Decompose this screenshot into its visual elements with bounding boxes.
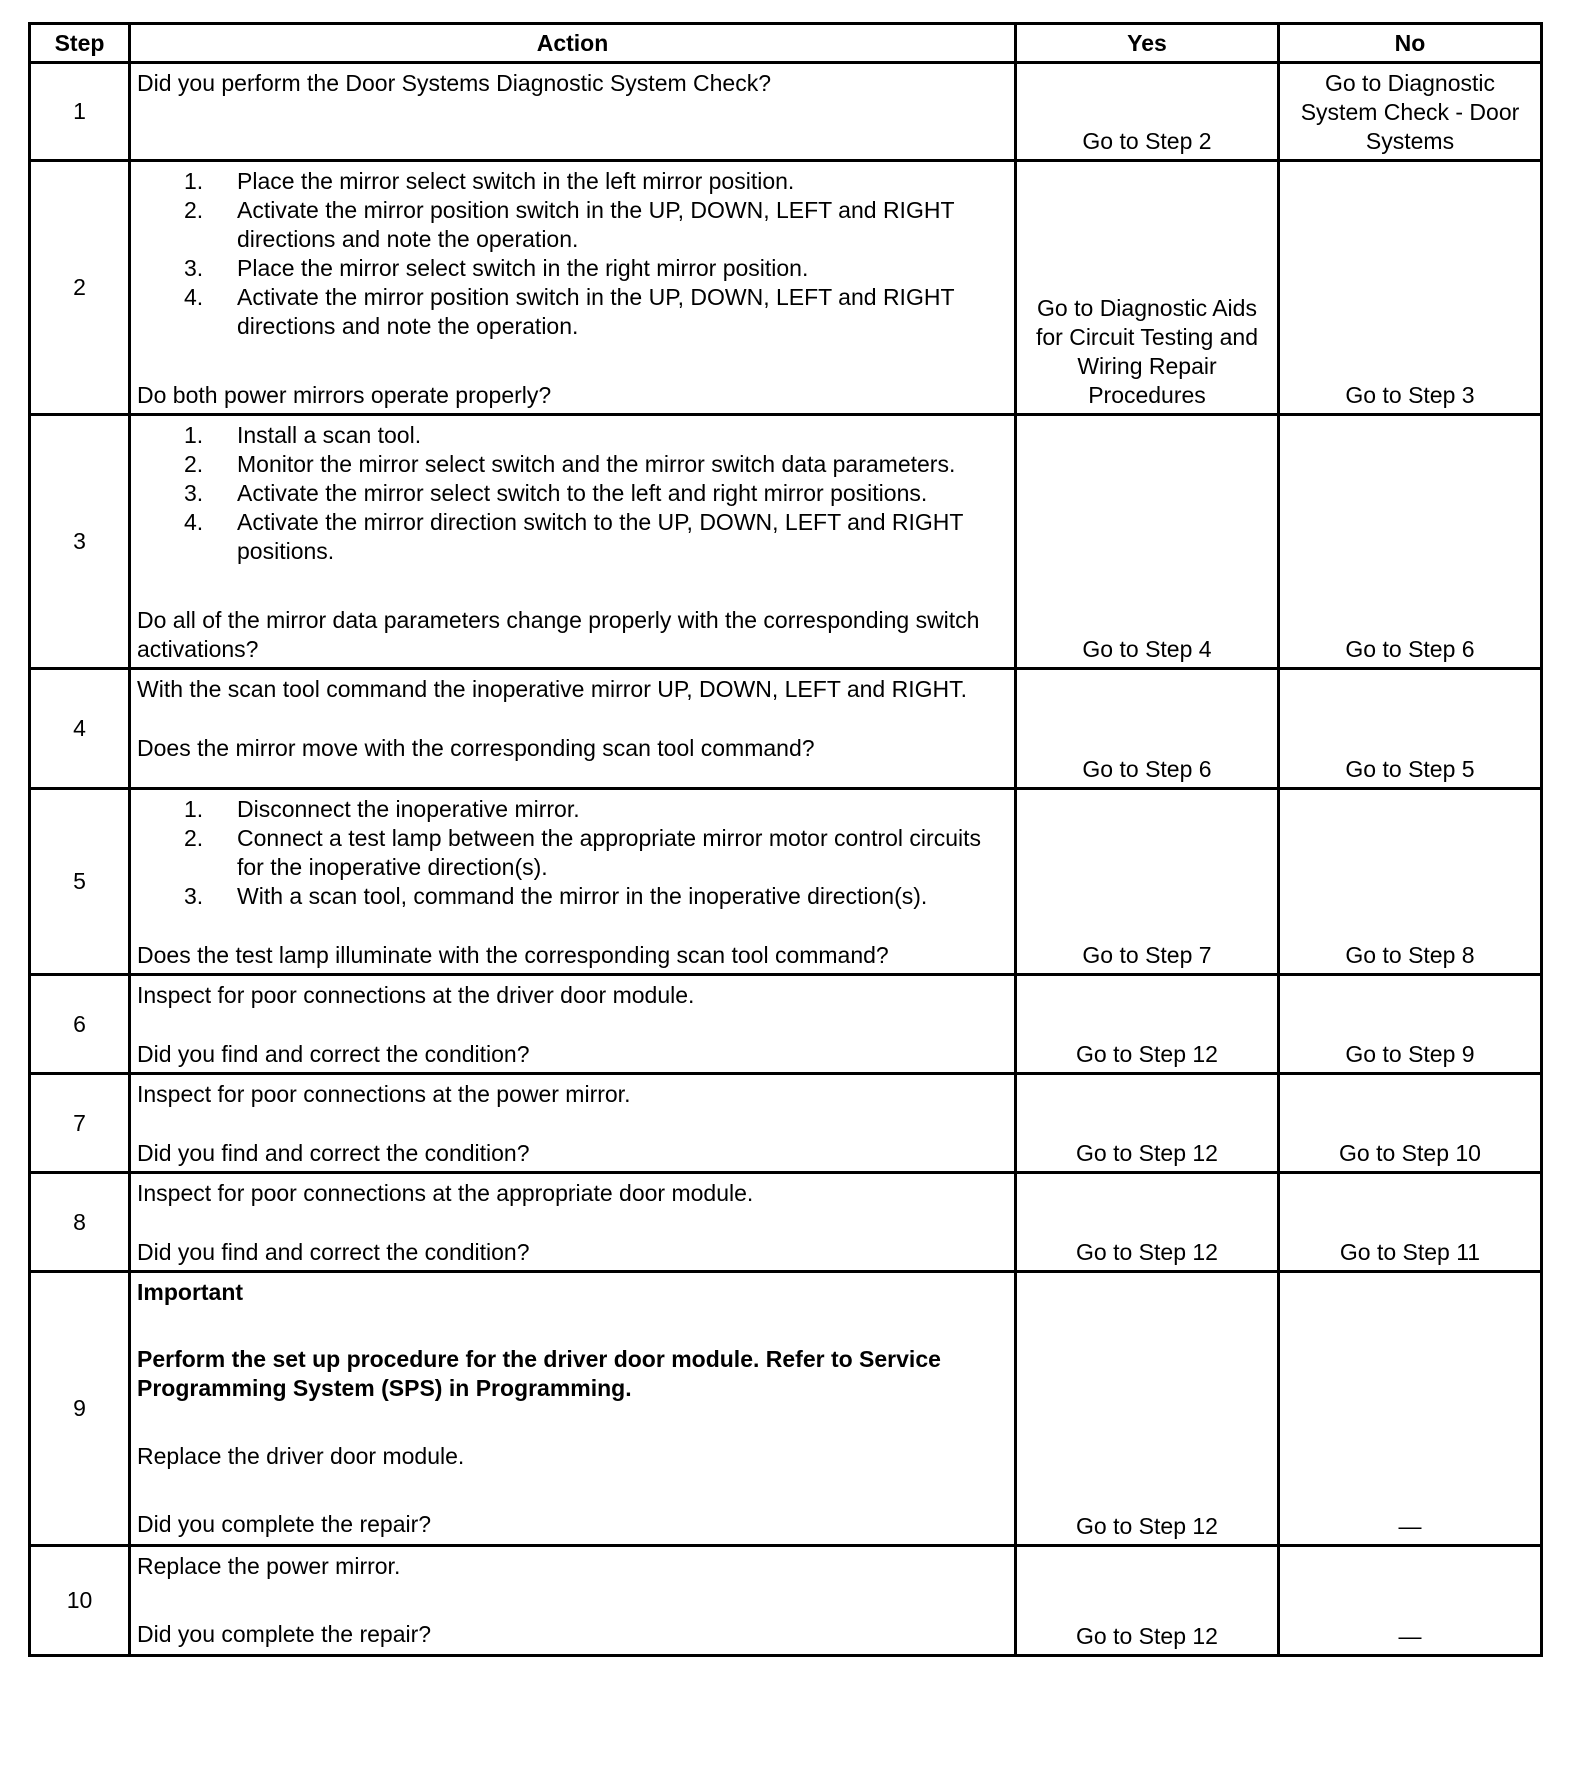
yes-cell: Go to Step 7: [1016, 789, 1279, 975]
question-text: Did you find and correct the condition?: [137, 1041, 530, 1067]
step-number: 7: [30, 1074, 130, 1173]
list-item: 1. Place the mirror select switch in the left mirror position.: [184, 168, 795, 194]
question-text: Does the test lamp illuminate with the corresponding scan tool command?: [137, 942, 889, 968]
step-number: 8: [30, 1173, 130, 1272]
no-cell: Go to Step 9: [1279, 975, 1542, 1074]
no-cell: Go to Step 11: [1279, 1173, 1542, 1272]
step-number: 1: [30, 63, 130, 161]
yes-cell: Go to Step 4: [1016, 415, 1279, 669]
instruction-text: Inspect for poor connections at the appropriate door module.: [137, 1180, 754, 1206]
instruction-text: Inspect for poor connections at the driver door module.: [137, 982, 695, 1008]
yes-cell: Go to Step 12: [1016, 1272, 1279, 1546]
list-item: 2. Activate the mirror position switch in the UP, DOWN, LEFT and RIGHT directions and note the operation.: [184, 197, 955, 252]
table-row: [30, 789, 1542, 975]
instruction-text: Replace the driver door module.: [137, 1443, 465, 1469]
question-text: Did you complete the repair?: [137, 1511, 432, 1537]
question-text: Did you complete the repair?: [137, 1621, 432, 1647]
action-cell: [130, 669, 1016, 789]
list-item: 3. Place the mirror select switch in the right mirror position.: [184, 255, 809, 281]
table-row: [30, 161, 1542, 415]
action-cell: [130, 63, 1016, 161]
yes-cell: Go to Step 12: [1016, 1546, 1279, 1656]
step-number: 10: [30, 1546, 130, 1656]
diagnostic-table: [28, 22, 1543, 1657]
action-text: Did you perform the Door Systems Diagnostic System Check?: [137, 70, 772, 96]
action-cell: [130, 1173, 1016, 1272]
procedure-list: [137, 795, 1008, 911]
yes-cell: Go to Step 6: [1016, 669, 1279, 789]
no-cell: —: [1279, 1546, 1542, 1656]
list-item: 1. Disconnect the inoperative mirror.: [184, 796, 580, 822]
step-number: 3: [30, 415, 130, 669]
step-number: 9: [30, 1272, 130, 1546]
action-cell: [130, 415, 1016, 669]
list-item: 4. Activate the mirror direction switch to the UP, DOWN, LEFT and RIGHT positions.: [184, 509, 964, 564]
action-cell: [130, 1074, 1016, 1173]
list-item: 2. Connect a test lamp between the appropriate mirror motor control circuits for the inoperative direction(s).: [184, 825, 981, 880]
header-action: Action: [130, 24, 1016, 63]
table-row: [30, 63, 1542, 161]
action-cell: [130, 975, 1016, 1074]
table-row: [30, 669, 1542, 789]
step-number: 2: [30, 161, 130, 415]
header-yes: Yes: [1016, 24, 1279, 63]
action-cell: [130, 789, 1016, 975]
no-cell: —: [1279, 1272, 1542, 1546]
table-row: [30, 1272, 1542, 1546]
question-text: Did you find and correct the condition?: [137, 1140, 530, 1166]
question-text: Does the mirror move with the corresponding scan tool command?: [137, 735, 815, 761]
action-cell: [130, 1272, 1016, 1546]
header-row: [30, 24, 1542, 63]
no-cell: Go to Step 10: [1279, 1074, 1542, 1173]
important-heading: Important: [137, 1279, 244, 1305]
step-number: 4: [30, 669, 130, 789]
no-cell: Go to Step 6: [1279, 415, 1542, 669]
action-cell: [130, 161, 1016, 415]
list-item: 3. Activate the mirror select switch to the left and right mirror positions.: [184, 480, 928, 506]
table-row: [30, 1173, 1542, 1272]
procedure-list: [137, 421, 1008, 566]
question-text: Do all of the mirror data parameters change properly with the corresponding switch activations?: [137, 607, 980, 662]
procedure-list: [137, 167, 1008, 341]
important-note: Perform the set up procedure for the driver door module. Refer to Service Programming System (SPS) in Programming.: [137, 1346, 941, 1401]
step-number: 5: [30, 789, 130, 975]
list-item: 1. Install a scan tool.: [184, 422, 422, 448]
yes-cell: Go to Step 2: [1016, 63, 1279, 161]
header-no: No: [1279, 24, 1542, 63]
list-item: 4. Activate the mirror position switch in the UP, DOWN, LEFT and RIGHT directions and note the operation.: [184, 284, 955, 339]
question-text: Do both power mirrors operate properly?: [137, 382, 552, 408]
no-cell: Go to Step 5: [1279, 669, 1542, 789]
no-cell: Go to Diagnostic System Check - Door Systems: [1279, 63, 1542, 161]
question-text: Did you find and correct the condition?: [137, 1239, 530, 1265]
header-step: Step: [30, 24, 130, 63]
yes-cell: Go to Step 12: [1016, 975, 1279, 1074]
list-item: 3. With a scan tool, command the mirror in the inoperative direction(s).: [184, 883, 928, 909]
step-number: 6: [30, 975, 130, 1074]
table-row: [30, 415, 1542, 669]
table-row: [30, 1546, 1542, 1656]
table-row: [30, 975, 1542, 1074]
no-cell: Go to Step 8: [1279, 789, 1542, 975]
yes-cell: Go to Step 12: [1016, 1173, 1279, 1272]
action-cell: [130, 1546, 1016, 1656]
no-cell: Go to Step 3: [1279, 161, 1542, 415]
yes-cell: Go to Step 12: [1016, 1074, 1279, 1173]
instruction-text: With the scan tool command the inoperative mirror UP, DOWN, LEFT and RIGHT.: [137, 676, 967, 702]
list-item: 2. Monitor the mirror select switch and the mirror switch data parameters.: [184, 451, 956, 477]
instruction-text: Replace the power mirror.: [137, 1553, 401, 1579]
yes-cell: Go to Diagnostic Aids for Circuit Testing and Wiring Repair Procedures: [1016, 161, 1279, 415]
table-row: [30, 1074, 1542, 1173]
instruction-text: Inspect for poor connections at the power mirror.: [137, 1081, 631, 1107]
